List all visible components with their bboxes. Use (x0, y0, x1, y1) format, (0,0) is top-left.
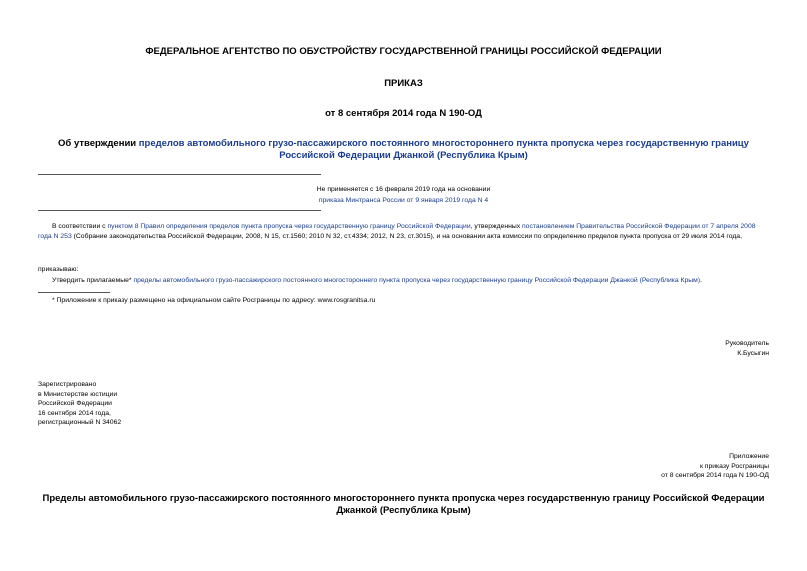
p1-link-rules[interactable]: пунктом 8 Правил определения пределов пункта пропуска через государственную границу Российской Федерации (107, 223, 471, 230)
notice-line1: Не применяется с 16 февраля 2019 года на основании (316, 186, 491, 193)
title-prefix: Об утверждении (58, 138, 139, 149)
footnote-divider (38, 292, 110, 293)
approve-start: Утвердить прилагаемые* (52, 277, 134, 284)
approve-end: . (700, 277, 702, 284)
divider-bottom (38, 210, 321, 211)
appendix-line3: от 8 сентября 2014 года N 190-ОД (661, 472, 769, 480)
appendix-title: Пределы автомобильного грузо-пассажирского постоянного многостороннего пункта пропуска через государственную границу Российской Федерации Джанкой (Республика Крым) (42, 493, 765, 516)
doc-date-number: от 8 сентября 2014 года N 190-ОД (325, 108, 482, 119)
approve-link[interactable]: пределы автомобильного грузо-пассажирского постоянного многостороннего пункта пропуска через государственную границу Российской Федерации Джанкой (Республика Крым) (133, 277, 701, 284)
doc-type: ПРИКАЗ (384, 78, 423, 89)
p1-link-decree[interactable]: постановлением Правительства Российской Федерации от 7 апреля 2008 года N 253 (38, 223, 756, 240)
appendix-line2: к приказу Росграницы (699, 462, 769, 470)
registration-line4: 16 сентября 2014 года, (38, 409, 111, 417)
order-word: приказываю: (38, 266, 79, 273)
divider-top (38, 174, 321, 175)
registration-line1: Зарегистрировано (38, 381, 97, 388)
signature-position: Руководитель (725, 340, 769, 347)
appendix-block (661, 452, 769, 481)
registration-line3: Российской Федерации (38, 400, 112, 408)
title-link[interactable]: пределов автомобильного грузо-пассажирского постоянного многостороннего пункта пропуска через государственную границу Российской Федерации Джанкой (Республика Крым) (138, 138, 749, 161)
p1-mid: , утвержденных (470, 223, 522, 230)
p1-start: В соответствии с (52, 223, 108, 230)
doc-title (40, 138, 767, 162)
signature-name: К.Бусыгин (737, 349, 769, 357)
registration-line5: регистрационный N 34062 (38, 419, 122, 427)
notice-link[interactable]: приказа Минтранса России от 9 января 2019 года N 4 (318, 197, 489, 204)
registration-block (38, 380, 121, 428)
signature-block (725, 339, 769, 358)
footnote: * Приложение к приказу размещено на официальном сайте Росграницы по адресу: www.rosgranitsa.ru (52, 297, 376, 304)
registration-line2: в Министерстве юстиции (38, 390, 118, 398)
appendix-line1: Приложение (729, 453, 769, 460)
body-paragraph (38, 222, 768, 241)
agency-name: ФЕДЕРАЛЬНОЕ АГЕНТСТВО ПО ОБУСТРОЙСТВУ ГОСУДАРСТВЕННОЙ ГРАНИЦЫ РОССИЙСКОЙ ФЕДЕРАЦИИ (145, 46, 662, 57)
approve-paragraph (52, 276, 768, 286)
p1-end: (Собрание законодательства Российской Федерации, 2008, N 15, ст.1560; 2010 N 32, ст.4334; 2012, N 23, ст.3015), и на основании акта комиссии по определению пределов пункта пропуска от 29 июля 2014 года, (71, 232, 742, 240)
